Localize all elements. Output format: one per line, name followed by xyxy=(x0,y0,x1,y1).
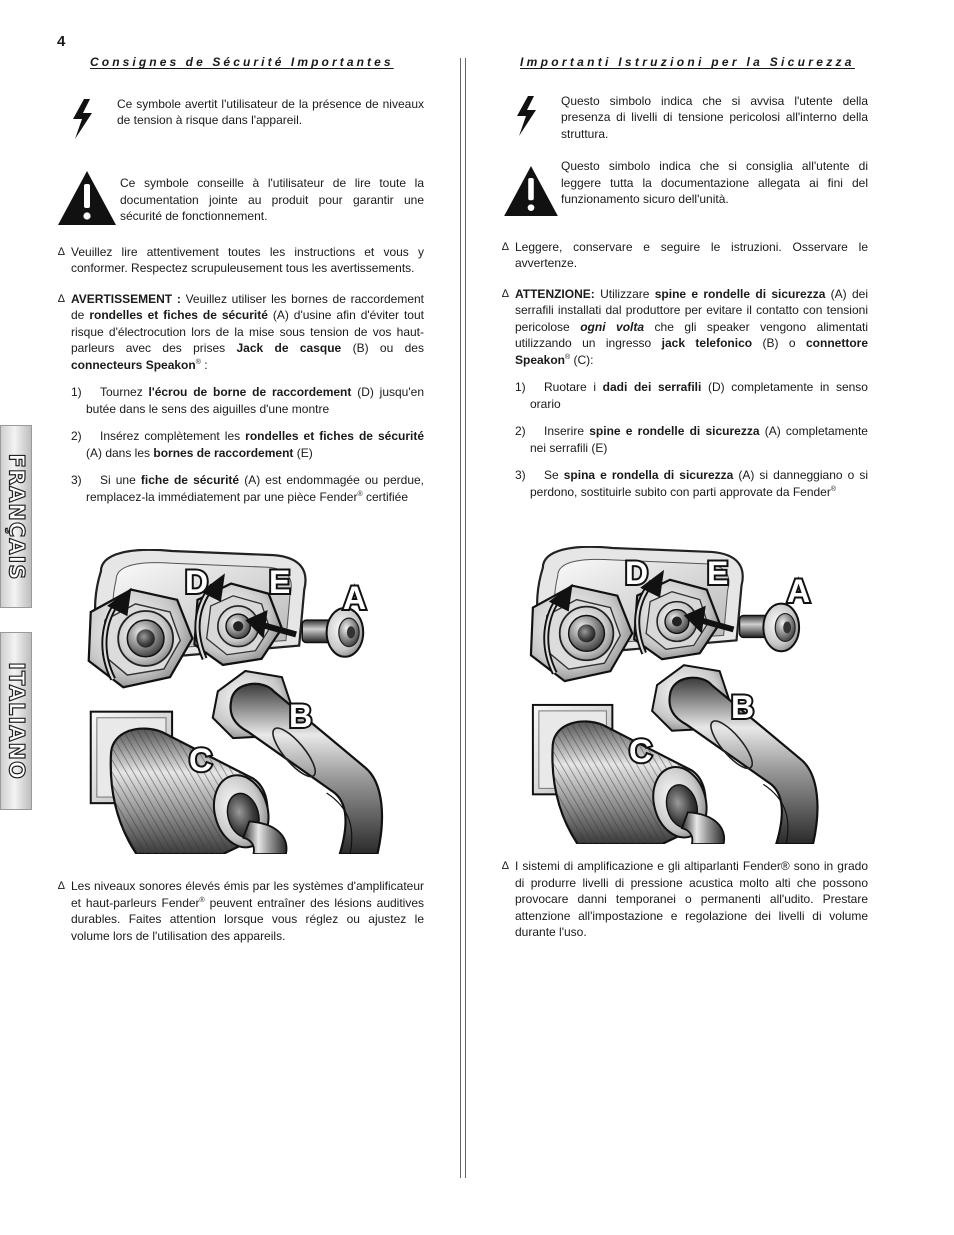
hearing-warning-fr xyxy=(58,878,424,944)
attention-notice-text-it: Questo simbolo indica che si consiglia all'utente di leggere tutta la documentazione allegata ai fini del funzionamento sicuro dell'unità. xyxy=(561,159,868,206)
instruction-paragraph-it xyxy=(502,239,868,272)
language-tab-italiano[interactable] xyxy=(0,632,32,810)
hearing-warning-it xyxy=(502,858,868,941)
warning-paragraph-it xyxy=(502,286,868,369)
label-e xyxy=(266,561,306,606)
label-c xyxy=(626,730,666,775)
warning-text: che gli speaker vengono alimentati utilizzando un ingresso xyxy=(515,319,868,350)
column-divider xyxy=(460,58,466,1178)
warning-text: (A) d'usine afin d'éviter tout risque d'électrocution lors de la mise sous tension de vos haut-parleurs avec des prises xyxy=(71,308,424,355)
voltage-warning-it xyxy=(502,93,868,143)
warning-bold: spine e rondelle di sicurezza xyxy=(654,286,826,301)
registered-mark: ® xyxy=(199,896,205,904)
step-text: (A) completamente nei serrafili (E) xyxy=(530,424,868,455)
step-text: Insérez complètement les xyxy=(100,429,246,443)
warning-text: (B) o xyxy=(752,336,806,350)
binding-post-diagram-fr xyxy=(58,549,398,854)
step-text: Si une xyxy=(100,473,141,487)
label-d xyxy=(182,561,222,606)
registered-mark: ® xyxy=(830,485,837,493)
warning-text: (B) ou des xyxy=(341,341,424,355)
binding-post-illustration xyxy=(502,546,832,844)
label-e xyxy=(704,552,744,597)
steps-list-fr xyxy=(58,384,424,505)
step-item xyxy=(72,472,424,505)
warning-bold: connettore Speakon xyxy=(515,336,868,367)
step-text: (A) si danneggiano o si perdono, sostituirle subito con parti approvate da Fender xyxy=(530,468,868,499)
step-bold: spine e rondelle di sicurezza xyxy=(589,424,760,438)
lightning-bolt-icon xyxy=(502,93,561,141)
step-text: (D) jusqu'en butée dans le sens des aiguilles d'une montre xyxy=(86,385,424,416)
hearing-warning-text: peuvent entraîner des lésions auditives durables. Faites attention lorsque vous réglez ou ajustez le volume lors de l'utilisation des appareils. xyxy=(71,895,425,943)
instruction-paragraph-fr xyxy=(58,244,424,277)
label-a xyxy=(784,570,824,615)
step-bold: rondelles et fiches de sécurité xyxy=(245,429,424,443)
warning-bold: rondelles et fiches de sécurité xyxy=(89,308,268,322)
step-text: Tournez xyxy=(100,385,149,399)
language-tab-francais[interactable] xyxy=(0,425,32,608)
warning-bold: connecteurs Speakon xyxy=(71,357,196,372)
delta-bullet: ∆ xyxy=(502,287,509,300)
warning-paragraph-fr xyxy=(58,291,424,374)
language-tab-italiano-label: ITALIANO xyxy=(4,662,29,780)
warning-label-it: ATTENZIONE: xyxy=(515,286,595,301)
label-b xyxy=(286,695,326,740)
language-tab-francais-label: FRANÇAIS xyxy=(4,453,29,580)
label-c-text: C xyxy=(629,733,653,769)
delta-bullet: ∆ xyxy=(58,880,65,892)
registered-mark: ® xyxy=(565,353,571,361)
column-french xyxy=(58,54,424,944)
label-c xyxy=(186,739,226,784)
step-item xyxy=(72,428,424,461)
step-text: (E) xyxy=(293,445,313,460)
delta-bullet: ∆ xyxy=(502,860,509,872)
label-a-text: A xyxy=(787,573,811,609)
label-d-text: D xyxy=(185,564,209,600)
column-italian xyxy=(502,54,868,941)
voltage-warning-text-it: Questo simbolo indica che si avvisa l'utente della presenza di livelli di tensione pericolosi all'interno della struttura. xyxy=(561,93,868,141)
delta-bullet: ∆ xyxy=(58,245,65,258)
voltage-warning-text-fr: Ce symbole avertit l'utilisateur de la présence de niveaux de tension à risque dans l'appareil. xyxy=(117,96,424,127)
warning-text: (A) dei serrafili installati dal produttore per evitare il contatto con tensioni pericolose xyxy=(515,286,868,334)
voltage-warning-fr xyxy=(58,96,424,144)
page-number: 4 xyxy=(57,33,66,50)
label-b-text: B xyxy=(731,689,755,725)
step-item xyxy=(516,467,868,500)
label-d xyxy=(622,552,662,597)
step-text: Se xyxy=(544,468,564,482)
step-text: (D) completamente in senso orario xyxy=(530,380,868,411)
step-number: 3) xyxy=(71,473,82,487)
step-item xyxy=(516,379,868,412)
registered-mark: ® xyxy=(195,358,201,366)
label-a-text: A xyxy=(343,580,367,616)
warning-bold: jack telefonico xyxy=(661,336,753,350)
step-number: 2) xyxy=(515,424,526,438)
warning-bold-italic: ogni volta xyxy=(580,319,645,334)
warning-text: (C): xyxy=(570,352,594,367)
step-text: Inserire xyxy=(544,424,590,438)
label-b xyxy=(728,686,768,731)
step-bold: fiche de sécurité xyxy=(140,473,240,487)
step-text: Ruotare i xyxy=(544,380,603,394)
step-item xyxy=(72,384,424,417)
label-e-text: E xyxy=(269,564,291,600)
warning-text: Utilizzare xyxy=(594,286,655,301)
attention-notice-it xyxy=(502,158,868,221)
step-item xyxy=(516,423,868,456)
label-c-text: C xyxy=(189,742,213,778)
step-number: 1) xyxy=(515,380,526,394)
instruction-text-fr: Veuillez lire attentivement toutes les instructions et vous y conformer. Respectez scrupuleusement tous les avertissements. xyxy=(71,244,424,275)
warning-label-fr: AVERTISSEMENT : xyxy=(71,291,181,306)
label-b-text: B xyxy=(289,698,313,734)
label-a xyxy=(340,577,380,622)
hearing-warning-text: Les niveaux sonores élevés émis par les systèmes d'amplificateur et haut-parleurs Fender xyxy=(71,879,424,910)
step-bold: spina e rondella di sicurezza xyxy=(563,468,734,482)
exclamation-triangle-icon xyxy=(502,158,561,221)
warning-text: : xyxy=(200,357,208,372)
attention-notice-text-fr: Ce symbole conseille à l'utilisateur de lire toute la documentation jointe au produit pour garantir une sécurité de fonctionnement. xyxy=(120,176,424,223)
registered-mark: ® xyxy=(357,490,363,498)
delta-bullet: ∆ xyxy=(502,240,509,253)
step-text: (A) est endommagée ou perdue, remplacez-la immédiatement par une pièce Fender xyxy=(86,473,424,504)
step-bold: l'écrou de borne de raccordement xyxy=(148,385,352,399)
section-title-fr: Consignes de Sécurité Importantes xyxy=(90,55,394,69)
step-bold: dadi dei serrafili xyxy=(602,380,702,394)
section-title-it: Importanti Istruzioni per la Sicurezza xyxy=(520,55,855,69)
delta-bullet: ∆ xyxy=(58,292,65,305)
step-text: (A) dans les xyxy=(86,445,154,460)
exclamation-triangle-icon xyxy=(58,171,120,230)
label-e-text: E xyxy=(707,555,729,591)
warning-bold: Jack de casque xyxy=(236,341,342,355)
step-text: certifiée xyxy=(362,489,408,504)
step-bold: bornes de raccordement xyxy=(153,445,294,460)
label-d-text: D xyxy=(625,555,649,591)
step-number: 1) xyxy=(71,385,82,399)
lightning-bolt-icon xyxy=(58,96,117,144)
warning-text: Veuillez utiliser les bornes de raccordement de xyxy=(71,291,425,322)
step-number: 3) xyxy=(515,468,526,482)
steps-list-it xyxy=(502,379,868,500)
step-number: 2) xyxy=(71,429,82,443)
hearing-warning-text: I sistemi di amplificazione e gli altiparlanti Fender® sono in grado di produrre livelli di pressione acustica molto alti che possono provocare danni temporanei o permanenti all'udito. Prestare attenzione all'impostazione e regolazione dei livelli di volume durante l'uso. xyxy=(515,859,868,939)
attention-notice-fr xyxy=(58,171,424,230)
instruction-text-it: Leggere, conservare e seguire le istruzioni. Osservare le avvertenze. xyxy=(515,239,868,270)
binding-post-diagram-it xyxy=(502,546,832,844)
